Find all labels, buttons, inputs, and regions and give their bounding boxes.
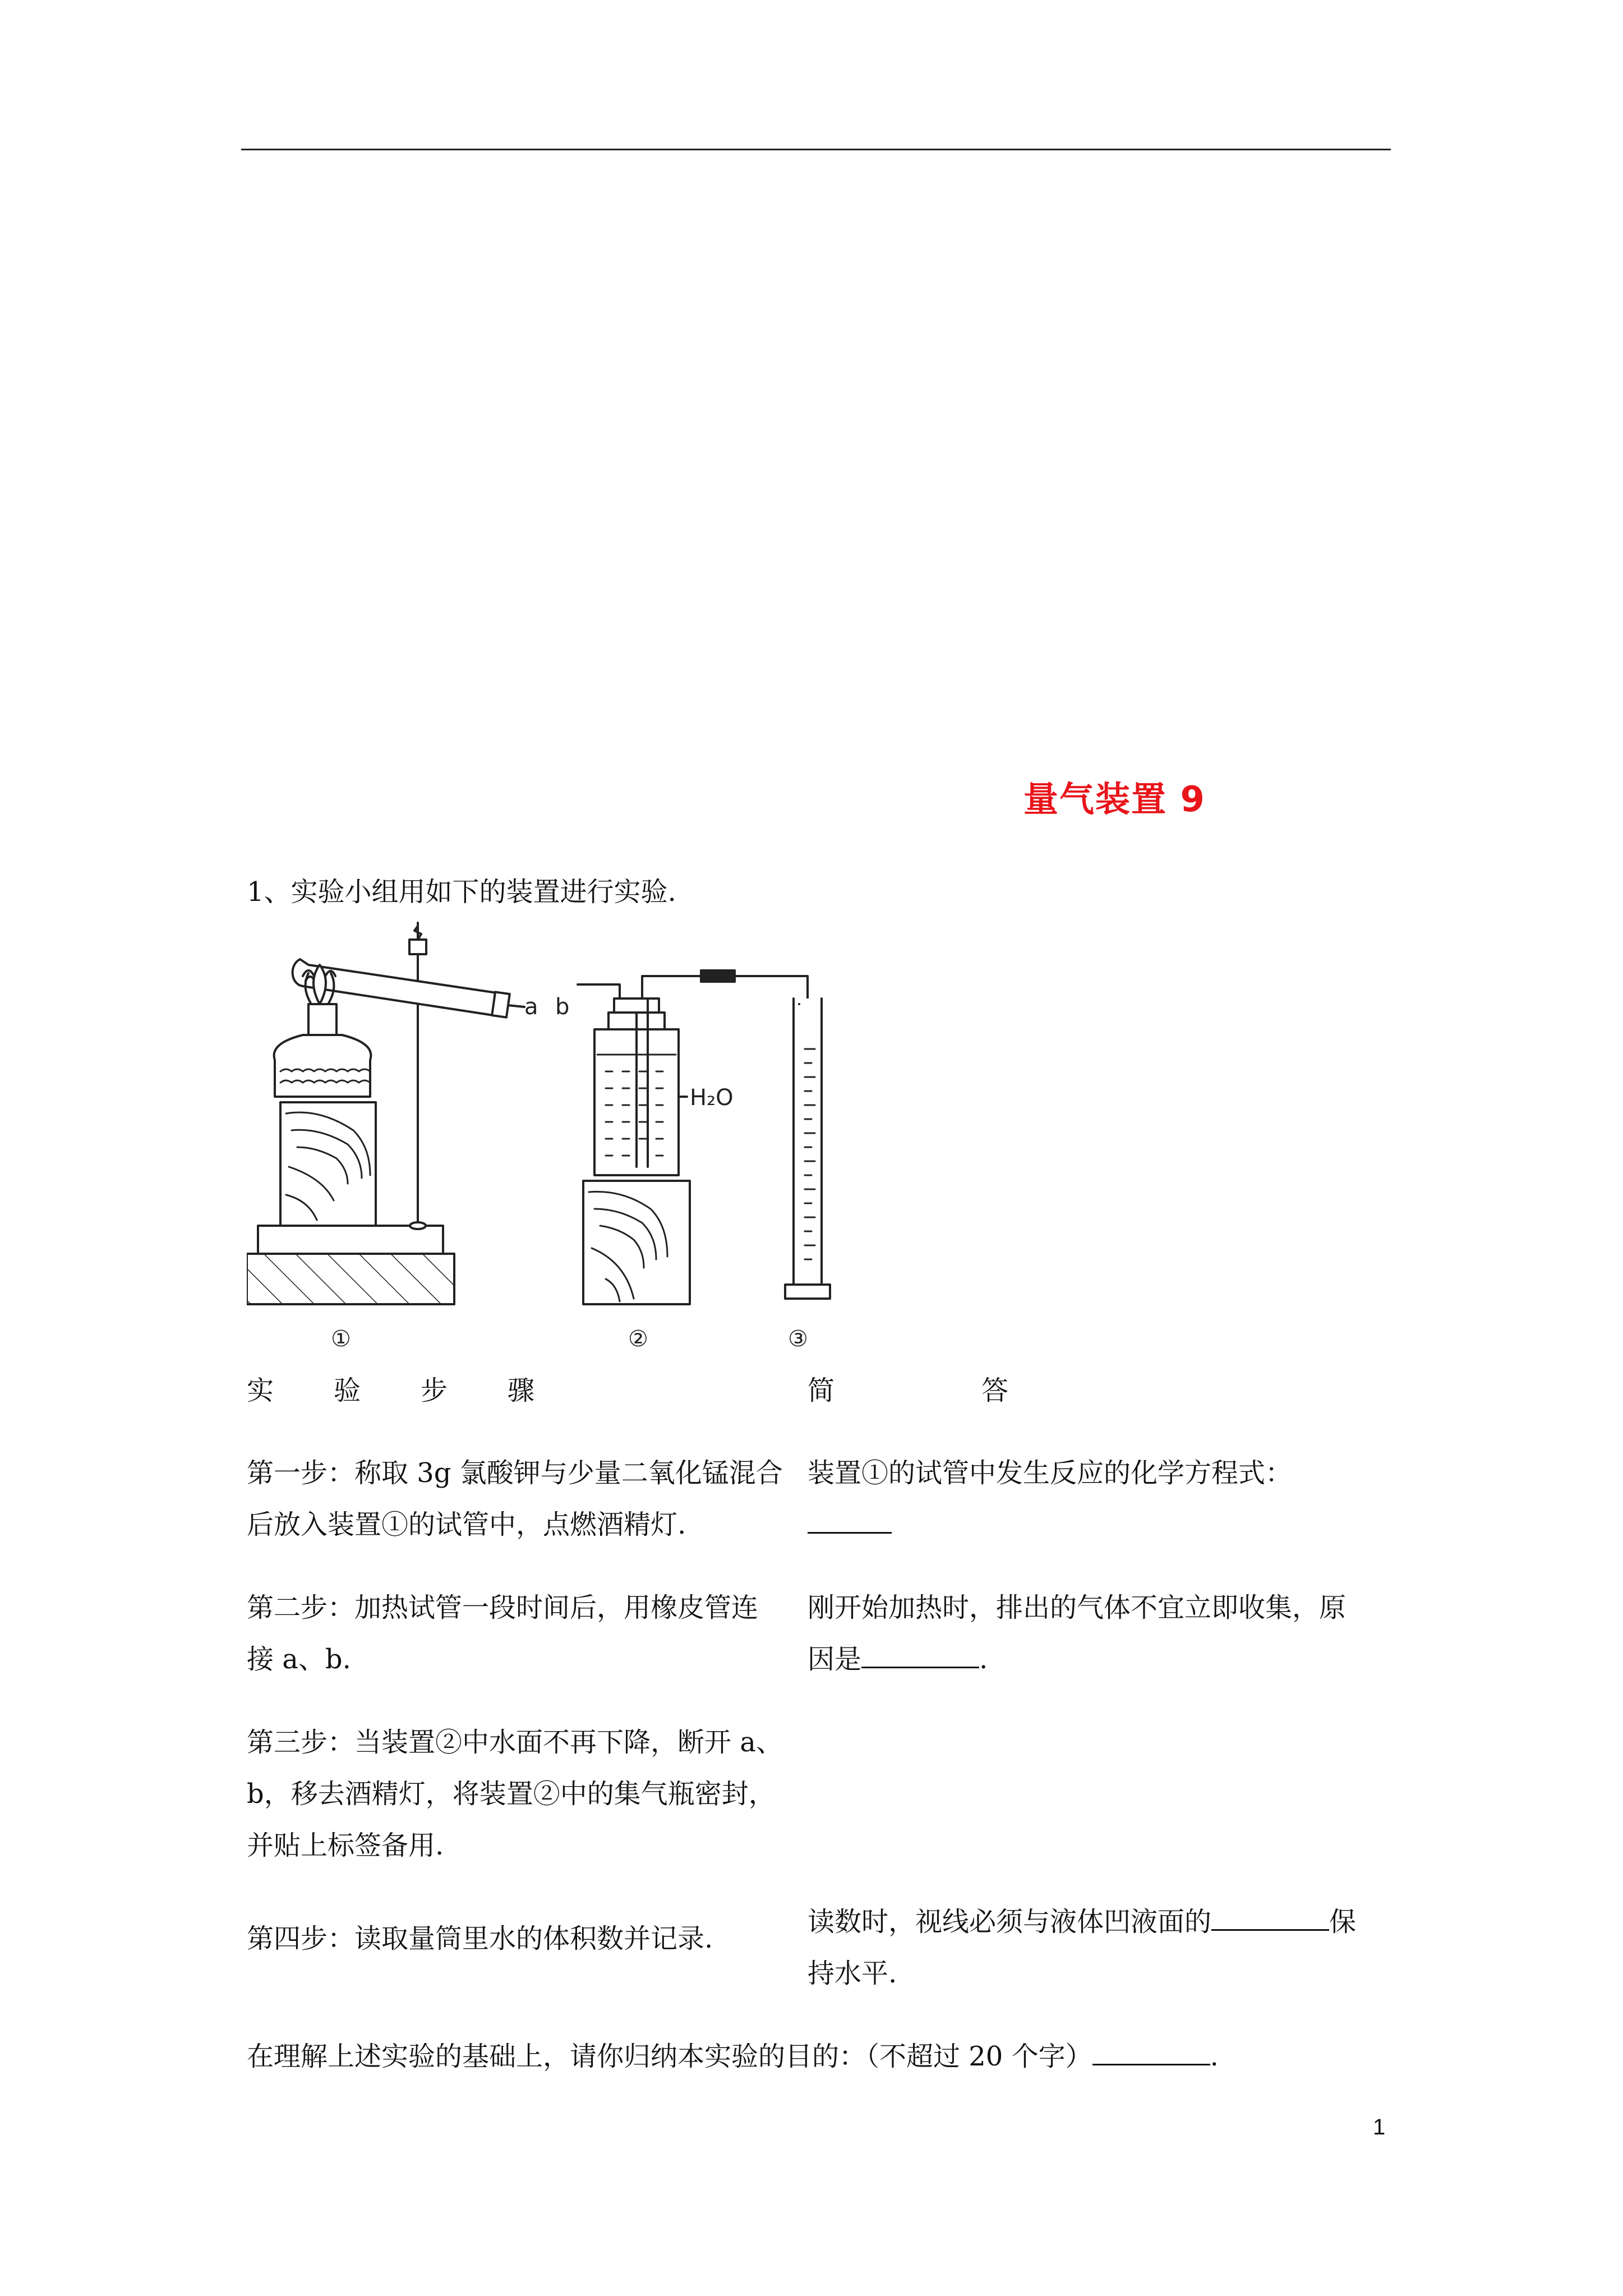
answer-1-blank[interactable]	[808, 1507, 892, 1534]
step-3	[247, 1717, 783, 1871]
conclusion	[247, 2031, 1219, 2082]
page-title: 量气装置 9	[1023, 779, 1206, 820]
label-a: a	[524, 994, 538, 1020]
alcohol-lamp	[274, 1004, 371, 1097]
step-2	[247, 1582, 758, 1685]
answer-1	[808, 1447, 1292, 1550]
answer-4	[808, 1896, 1356, 1999]
step-2-line-2: 接 a、b.	[247, 1644, 351, 1675]
answer-1-line-1: 装置①的试管中发生反应的化学方程式：	[808, 1457, 1293, 1489]
wood-block-2	[583, 1181, 690, 1304]
step-4	[247, 1913, 713, 1964]
answer-4-line-1-end: 保	[1329, 1906, 1357, 1938]
label-water: H₂O	[690, 1085, 734, 1111]
answer-2-line-1: 刚开始加热时，排出的气体不宜立即收集，原	[808, 1592, 1347, 1623]
step-1-line-1: 第一步：称取 3g 氯酸钾与少量二氧化锰混合	[247, 1457, 783, 1489]
answer-2-blank[interactable]	[861, 1642, 979, 1668]
step-3-line-2: b，移去酒精灯，将装置②中的集气瓶密封，	[247, 1778, 776, 1810]
step-1-line-2: 后放入装置①的试管中，点燃酒精灯.	[247, 1509, 686, 1540]
page-number: 1	[1373, 2115, 1386, 2139]
answer-2-line-2: 因是	[808, 1644, 862, 1675]
conclusion-text: 在理解上述实验的基础上，请你归纳本实验的目的：（不超过 20 个字）	[247, 2041, 1092, 2072]
header-answer-char-1: 简	[808, 1375, 835, 1406]
step-2-line-1: 第二步：加热试管一段时间后，用橡皮管连	[247, 1592, 759, 1623]
header-rule	[241, 149, 1391, 150]
header-step-char-3: 步	[421, 1375, 448, 1406]
device3-cylinder	[785, 999, 830, 1299]
header-step-char-1: 实	[247, 1375, 274, 1406]
step-1	[247, 1447, 783, 1550]
header-step-char-2: 验	[334, 1375, 361, 1406]
step-3-line-1: 第三步：当装置②中水面不再下降，断开 a、	[247, 1727, 783, 1758]
wood-block-1	[280, 1102, 376, 1226]
step-4-line-1: 第四步：读取量筒里水的体积数并记录.	[247, 1923, 713, 1954]
label-device-3: ③	[788, 1326, 808, 1352]
answer-4-blank[interactable]	[1211, 1904, 1329, 1931]
answer-4-line-2: 持水平.	[808, 1958, 897, 1989]
label-device-1: ①	[331, 1326, 351, 1352]
answer-2-period: .	[979, 1644, 988, 1675]
label-device-2: ②	[628, 1326, 648, 1352]
answer-2	[808, 1582, 1346, 1685]
conclusion-blank[interactable]	[1092, 2039, 1210, 2065]
label-b: b	[555, 994, 570, 1020]
header-step-char-4: 骤	[508, 1375, 535, 1406]
apparatus-figure	[247, 920, 841, 1352]
answer-4-line-1: 读数时，视线必须与液体凹液面的	[808, 1906, 1212, 1938]
device1-base	[247, 1226, 454, 1304]
conclusion-period: .	[1210, 2041, 1219, 2072]
header-answer-char-2: 答	[981, 1375, 1009, 1406]
device2-bottle	[578, 970, 808, 1175]
step-3-line-3: 并贴上标签备用.	[247, 1830, 444, 1861]
question-intro: 1、实验小组用如下的装置进行实验.	[247, 876, 676, 908]
